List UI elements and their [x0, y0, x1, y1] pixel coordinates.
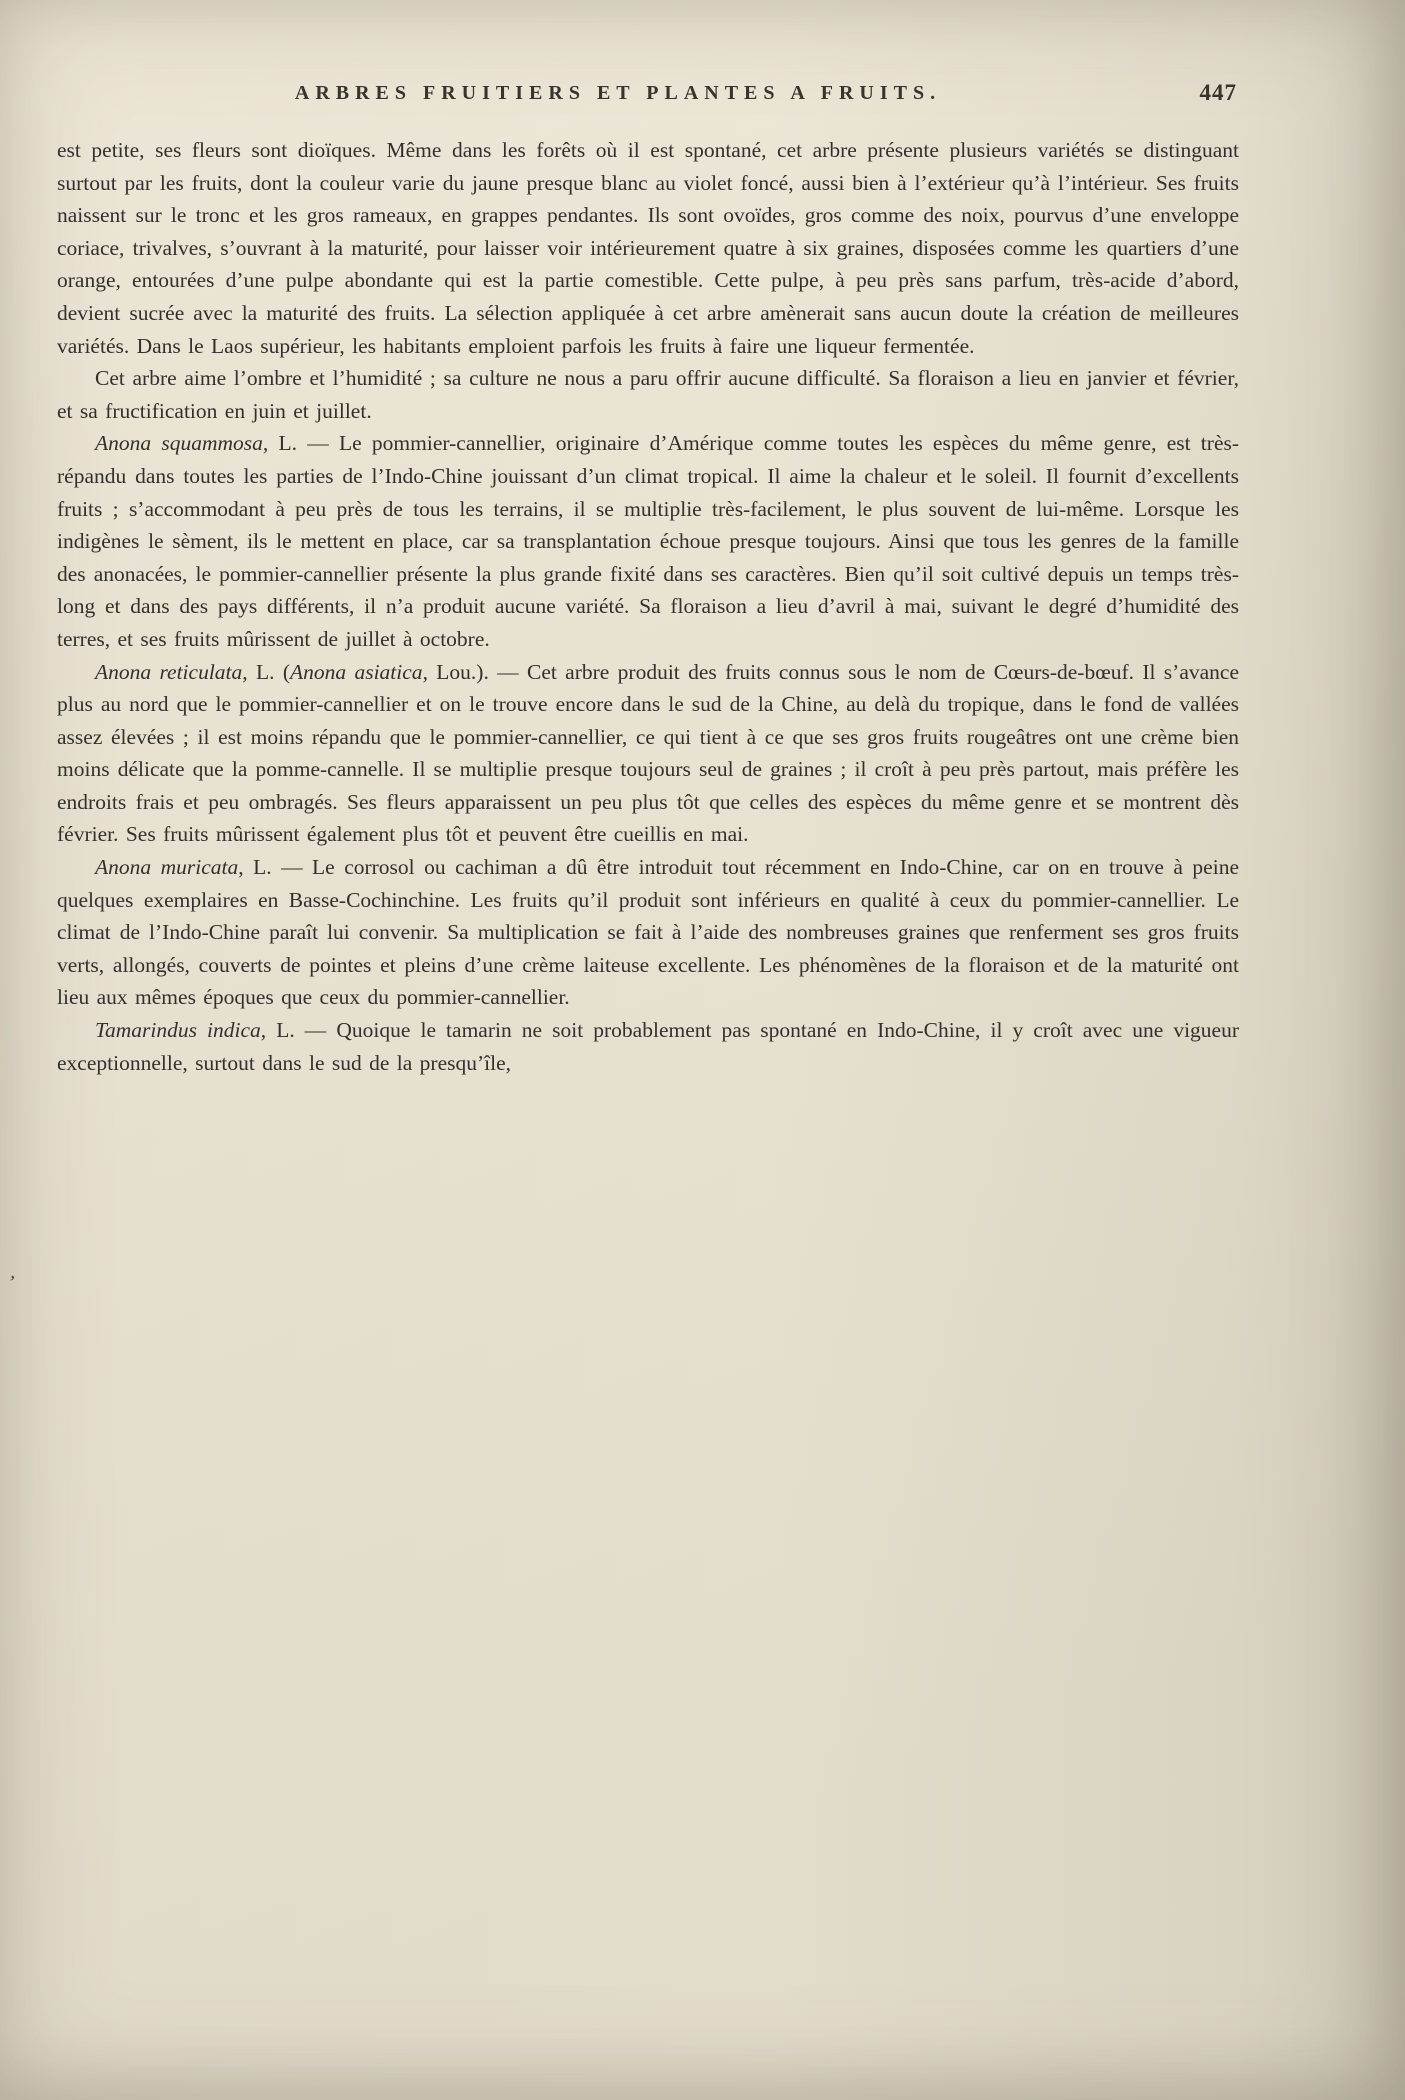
paragraph [57, 656, 1239, 852]
running-header-title: ARBRES FRUITIERS ET PLANTES A FRUITS. [294, 82, 942, 104]
paragraph-text: Cet arbre aime l’ombre et l’humidité ; sa culture ne nous a paru offrir aucune difficulté. Sa floraison a lieu en janvier et février, et sa fructification en juin et juillet. [57, 366, 1239, 423]
body-text [57, 134, 1239, 1079]
paragraph-text: , L. ( [242, 659, 290, 684]
species-name-synonym: Anona asiatica [290, 659, 423, 684]
species-name: Anona squammosa [95, 431, 263, 456]
paragraph-text: est petite, ses fleurs sont dioïques. Même dans les forêts où il est spontané, cet arbre présente plusieurs variétés se distinguant surtout par les fruits, dont la couleur varie du jaune presque blanc au violet foncé, aussi bien à l’extérieur qu’à l’intérieur. Ses fruits naissent sur le tronc et les gros rameaux, en grappes pendantes. Ils sont ovoïdes, gros comme des noix, pourvus d’une enveloppe coriace, trivalves, s’ouvrant à la maturité, pour laisser voir intérieurement quatre à six graines, disposées comme les quartiers d’une orange, entourées d’une pulpe abondante qui est la partie comestible. Cette pulpe, à peu près sans parfum, très-acide d’abord, devient sucrée avec la maturité des fruits. La sélection appliquée à cet arbre amènerait sans aucun doute la création de meilleures variétés. Dans le Laos supérieur, les habitants emploient parfois les fruits à faire une liqueur fermentée. [57, 138, 1239, 358]
paragraph-text: , Lou.). — Cet arbre produit des fruits connus sous le nom de Cœurs-de-bœuf. Il s’avance plus au nord que le pommier-cannellier et on le trouve encore dans le sud de la Chine, au delà du tropique, dans le fond de vallées assez élevées ; il est moins répandu que le pommier-cannellier, ce qui tient à ce que ses gros fruits rougeâtres ont une crème bien moins délicate que la pomme-cannelle. Il se multiplie presque toujours seul de graines ; il croît à peu près partout, mais préfère les endroits frais et peu ombragés. Ses fleurs apparaissent un peu plus tôt que celles des espèces du même genre et se montrent dès février. Ses fruits mûrissent également plus tôt et peuvent être cueillis en mai. [57, 659, 1240, 847]
paragraph [57, 134, 1239, 362]
paragraph [57, 427, 1239, 655]
page-number: 447 [1199, 80, 1237, 105]
species-name: Anona reticulata [95, 659, 243, 684]
paragraph [57, 851, 1239, 1014]
page-content [57, 82, 1239, 1079]
paragraph [57, 1014, 1239, 1079]
paragraph [57, 362, 1239, 427]
stray-ink-mark: ’ [5, 1271, 17, 1295]
species-name: Anona muricata [95, 855, 239, 880]
species-name: Tamarindus indica [95, 1018, 261, 1043]
paragraph-text: , L. — Le corrosol ou cachiman a dû être introduit tout récemment en Indo-Chine, car on en trouve à peine quelques exemplaires en Basse-Cochinchine. Les fruits qu’il produit sont inférieurs en qualité à ceux du pommier-cannellier. Le climat de l’Indo-Chine paraît lui convenir. Sa multiplication se fait à l’aide des nombreuses graines que renferment ses gros fruits verts, allongés, couverts de pointes et pleins d’une crème laiteuse excellente. Les phénomènes de la floraison et de la maturité ont lieu aux mêmes époques que ceux du pommier-cannellier. [57, 855, 1239, 1010]
paragraph-text: , L. — Quoique le tamarin ne soit probablement pas spontané en Indo-Chine, il y croît avec une vigueur exceptionnelle, surtout dans le sud de la presqu’île, [57, 1018, 1239, 1075]
paragraph-text: , L. — Le pommier-cannellier, originaire d’Amérique comme toutes les espèces du même genre, est très-répandu dans toutes les parties de l’Indo-Chine jouissant d’un climat tropical. Il aime la chaleur et le soleil. Il fournit d’excellents fruits ; s’accommodant à peu près de tous les terrains, il se multiplie très-facilement, le plus souvent de lui-même. Lorsque les indigènes le sèment, ils le mettent en place, car sa transplantation échoue presque toujours. Ainsi que tous les genres de la famille des anonacées, le pommier-cannellier présente la plus grande fixité dans ses caractères. Bien qu’il soit cultivé depuis un temps très-long et dans des pays différents, il n’a produit aucune variété. Sa floraison a lieu d’avril à mai, suivant le degré d’humidité des terres, et ses fruits mûrissent de juillet à octobre. [57, 431, 1240, 651]
running-header [57, 82, 1239, 116]
